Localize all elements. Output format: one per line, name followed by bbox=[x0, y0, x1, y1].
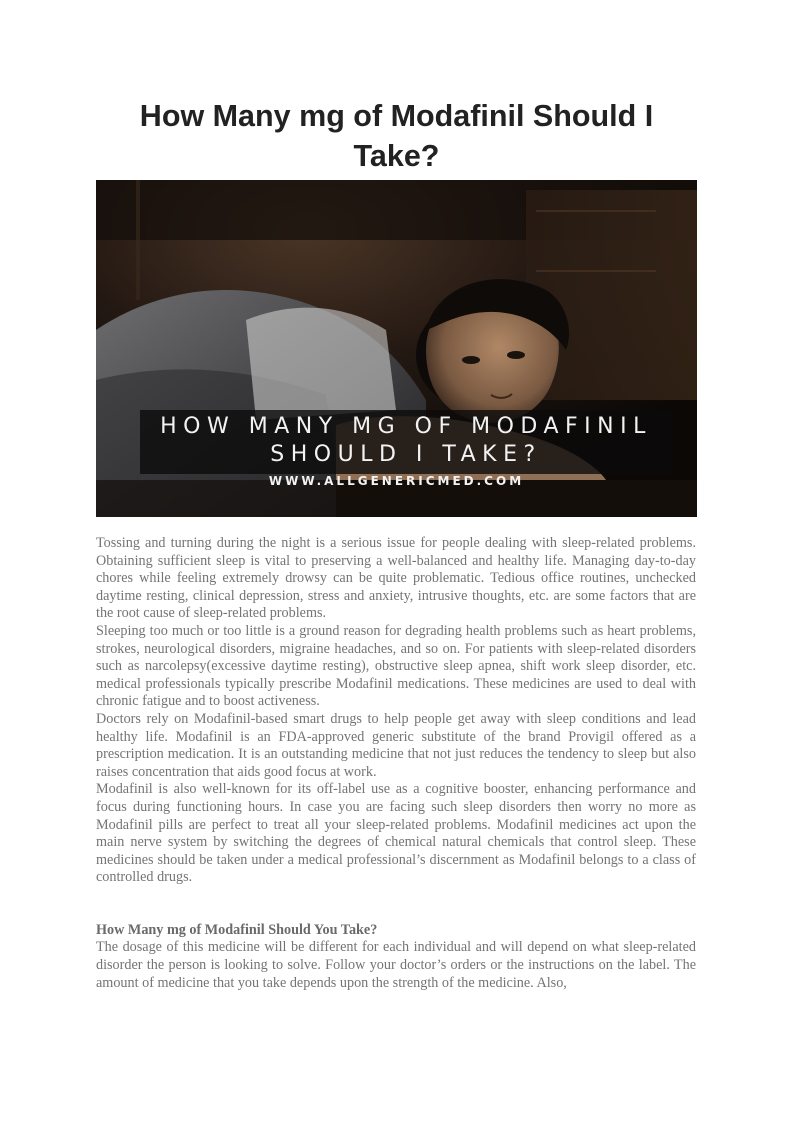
paragraph-spacer bbox=[96, 887, 696, 922]
section-heading: How Many mg of Modafinil Should You Take? bbox=[96, 921, 378, 938]
section-paragraph: The dosage of this medicine will be different for each individual and will depend on what sleep-related disorder the person is looking to solve. Follow your doctor’s orders or the instructions on the label. The amount of medicine that you take depends upon the strength of the medicine. Also, bbox=[96, 939, 696, 991]
article-body bbox=[96, 535, 696, 992]
hero-title-banner bbox=[140, 410, 672, 474]
hero-overlay-line-1: HOW MANY MG OF MODAFINIL bbox=[160, 414, 652, 439]
body-paragraph-4: Modafinil is also well-known for its off-label use as a cognitive booster, enhancing performance and focus during functioning hours. In case you are facing such sleep disorders then worry no more as Modafinil pills are perfect to treat all your sleep-related problems. Modafinil medicines act upon the main nerve system by switching the degrees of chemical natural chemicals that control sleep. These medicines should be taken under a medical professional’s discernment as Modafinil belongs to a class of controlled drugs. bbox=[96, 781, 696, 886]
article-title: How Many mg of Modafinil Should I Take? bbox=[139, 99, 654, 173]
body-paragraph-3: Doctors rely on Modafinil-based smart drugs to help people get away with sleep conditions and lead healthy life. Modafinil is an FDA-approved generic substitute of the brand Provigil offered as a prescription medication. It is an outstanding medicine that not just reduces the tendency to sleep but also raises concentration that aids good focus at work. bbox=[96, 710, 696, 780]
body-paragraph-2: Sleeping too much or too little is a ground reason for degrading health problems such as heart problems, strokes, neurological disorders, migraine headaches, and so on. For patients with sleep-related disorders such as narcolepsy(excessive daytime resting), obstructive sleep apnea, shift work sleep disorder, etc. medical professionals typically prescribe Modafinil medications. These medicines are used to deal with chronic fatigue and to boost activeness. bbox=[96, 622, 696, 710]
hero-overlay-line-2: SHOULD I TAKE? bbox=[270, 442, 542, 467]
body-paragraph-1: Tossing and turning during the night is a serious issue for people dealing with sleep-related problems. Obtaining sufficient sleep is vital to preserving a well-balanced and healthy life. Managing day-to-day chores while feeling extremely drowsy can be quite problematic. Tedious office routines, unchecked daytime resting, clinical depression, stress and anxiety, intrusive thoughts, etc. are some factors that are the root cause of sleep-related problems. bbox=[96, 535, 696, 622]
hero-website-text: WWW.ALLGENERICMED.COM bbox=[268, 474, 525, 488]
